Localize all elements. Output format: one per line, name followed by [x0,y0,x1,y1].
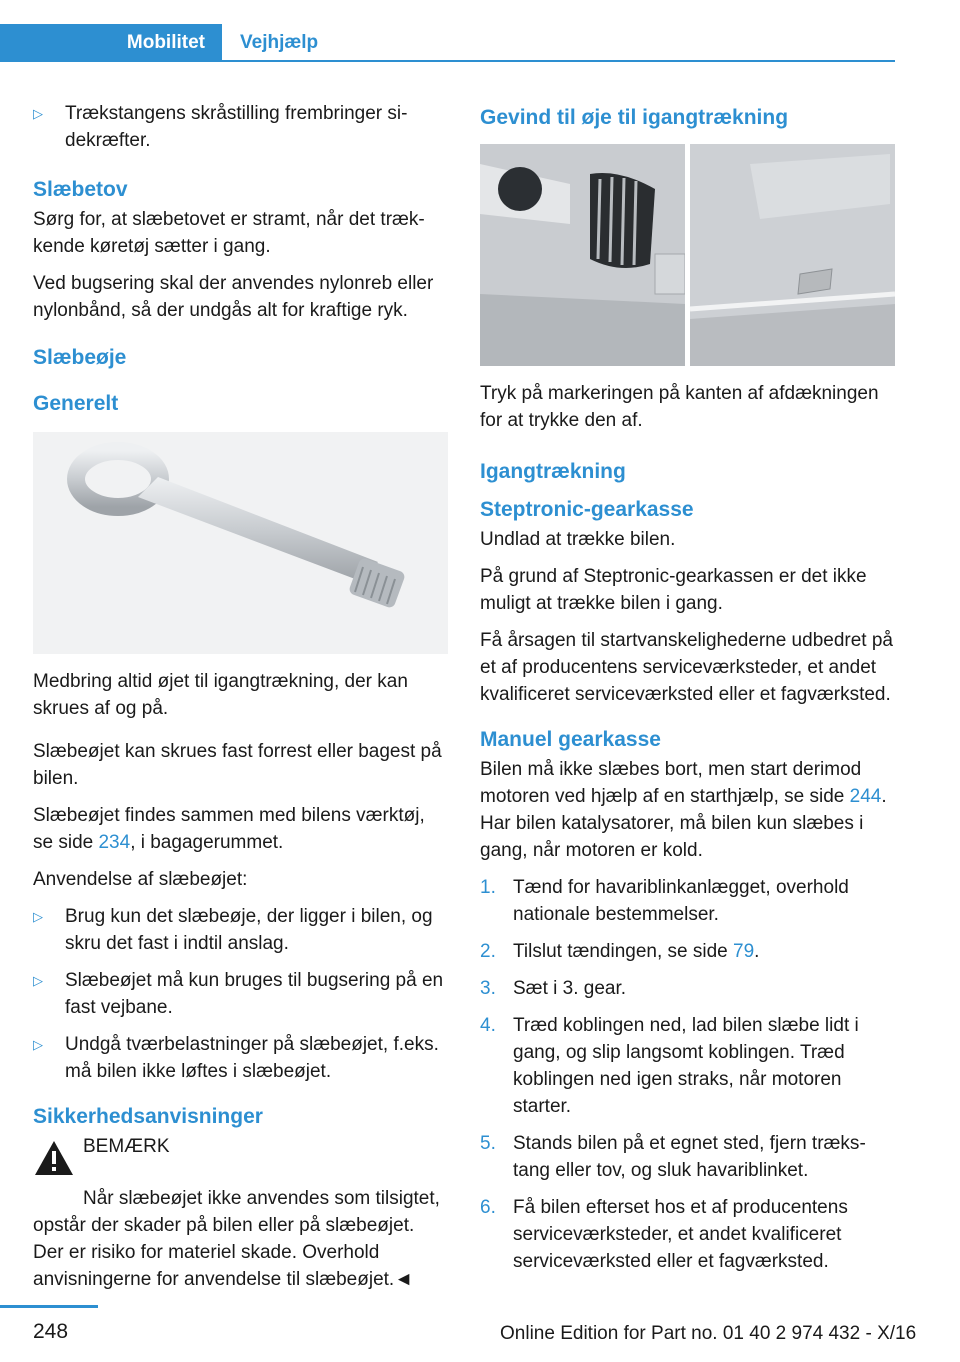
list-item: ▷ Trækstangens skråstilling frembringer sidekræfter. [33,100,448,154]
bumper-illustration [480,144,895,366]
page-link[interactable]: 79 [733,941,755,962]
paragraph: Slæbeøjet kan skrues fast forrest eller bagest på bilen. [33,741,442,789]
paragraph: Bilen må ikke slæbes bort, men start derimod motoren ved hjælp af en starthjælp, se side 244. Har bilen katalysatorer, må bilen kun slæbes i gang, når motoren er kold. [480,759,887,861]
left-column [33,100,448,1303]
paragraph: På grund af Steptronic-gearkassen er det ikke muligt at trække bilen i gang. [480,566,867,614]
paragraph: Ved bugsering skal der anvendes nylonreb eller nylonbånd, så der undgås alt for kraftige ryk. [33,273,434,321]
page-header [0,0,895,62]
bullet-triangle-icon: ▷ [33,973,43,988]
paragraph: Få årsagen til startvanskelighederne udbedret på et af producentens serviceværksteder, et andet kvalificeret serviceværksted eller et fagværksted. [480,630,893,705]
list-item: ▷ Undgå tværbelastninger på slæbeøjet, f.eks. må bilen ikke løftes i slæbeøjet. [33,1031,448,1085]
tab-vejhjaelp[interactable]: Vejhjælp [240,31,319,53]
header-divider [0,60,895,62]
paragraph: Slæbeøjet findes sammen med bilens værktøj, se side 234, i bagagerummet. [33,805,425,853]
heading-generelt: Generelt [33,392,119,415]
bullet-triangle-icon: ▷ [33,1037,43,1052]
list-item: 4. Træd koblingen ned, lad bilen slæbe lidt i gang, og slip langsomt koblingen. Træd koblingen ned igen straks, når motoren starter. [480,1015,859,1117]
list-item: ▷ Brug kun det slæbeøje, der ligger i bilen, og skru det fast i indtil anslag. [33,903,448,957]
tab-mobilitet[interactable]: Mobilitet [0,24,222,60]
edition-text: Online Edition for Part no. 01 40 2 974 432 - X/16 [500,1323,917,1344]
bullet-triangle-icon: ▷ [33,909,43,924]
heading-slaebetov: Slæbetov [33,178,128,201]
warning-title: BEMÆRK [83,1136,170,1157]
car-front-image [480,144,895,366]
page-number: 248 [33,1320,69,1343]
list-item: 5. Stands bilen på et egnet sted, fjern trækstang eller tov, og sluk havariblinket. [480,1133,866,1181]
tow-eye-image [33,432,448,654]
heading-steptronic: Steptronic-gearkasse [480,498,694,521]
heading-igangtraekning: Igangtrækning [480,460,626,483]
list-item: ▷ Slæbeøjet må kun bruges til bugsering på en fast vejbane. [33,967,448,1021]
paragraph: Sørg for, at slæbetovet er stramt, når det trækkende køretøj sætter i gang. [33,209,425,257]
heading-gevind: Gevind til øje til igangtrækning [480,106,789,129]
page-link[interactable]: 244 [849,786,882,807]
warning-block [33,1133,448,1185]
warning-text: Når slæbeøjet ikke anvendes som tilsigtet, opstår der skader på bilen eller på slæbeøjet. Der er risiko for materiel skade. Overhold anvisningerne for anvendelse til slæbeøjet.◄ [33,1188,440,1290]
footer-divider [0,1305,98,1308]
warning-icon [33,1133,83,1185]
list-item: 1. Tænd for havariblinkanlægget, overhold nationale bestemmelser. [480,877,849,925]
heading-sikkerhed: Sikkerhedsanvisninger [33,1105,263,1128]
paragraph: Medbring altid øjet til igangtrækning, der kan skrues af og på. [33,671,408,719]
heading-slaeboeje: Slæbeøje [33,346,127,369]
heading-manuel: Manuel gearkasse [480,728,661,751]
right-column [480,100,895,1285]
list-item: 3. Sæt i 3. gear. [480,978,627,999]
page-link[interactable]: 234 [98,832,131,853]
paragraph: Anvendelse af slæbeøjet: [33,869,248,890]
paragraph: Undlad at trække bilen. [480,529,676,550]
list-item: 6. Få bilen efterset hos et af producentens serviceværksteder, et andet kvalificeret serviceværksted eller et fagværksted. [480,1197,848,1272]
bullet-triangle-icon: ▷ [33,106,43,121]
tow-eye-illustration [33,432,448,654]
list-item: 2. Tilslut tændingen, se side 79. [480,941,760,962]
paragraph: Tryk på markeringen på kanten af afdækningen for at trykke den af. [480,383,879,431]
